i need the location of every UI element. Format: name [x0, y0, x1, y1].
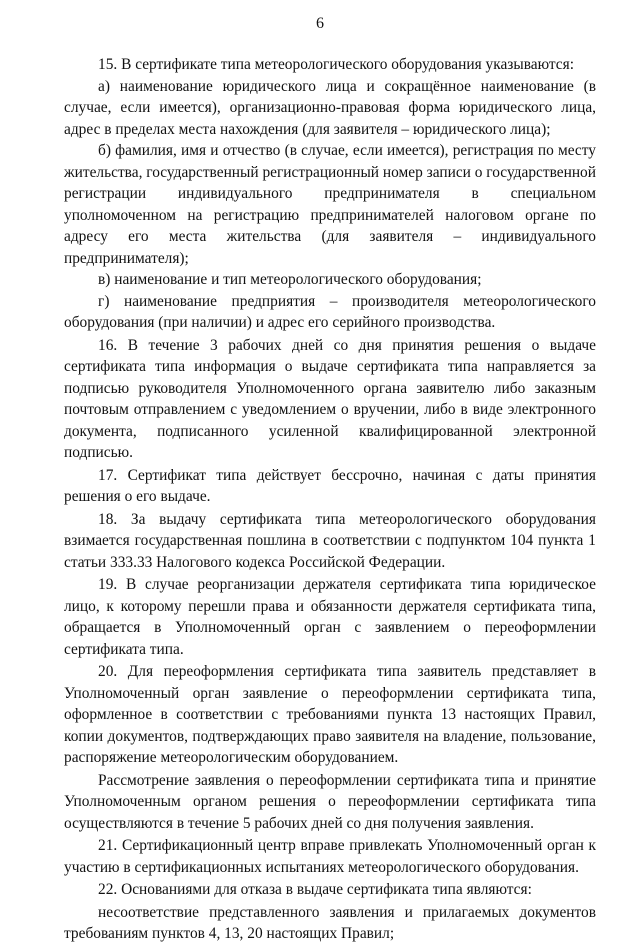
paragraph-22-item: несоответствие представленного заявления и прилагаемых документов требованиям пунктов 4, 13, 20 настоящих Правил; [64, 903, 596, 942]
paragraph-15a: а) наименование юридического лица и сокращённое наименование (в случае, если имеется), организационно-правовая форма юридического лица, адрес в пределах места нахождения (для заявителя – юридического лица); [64, 77, 596, 138]
paragraph-21: 21. Сертификационный центр вправе привлекать Уполномоченный орган к участию в сертификационных испытаниях метеорологического оборудования. [64, 837, 596, 876]
paragraph-15g: г) наименование предприятия – производителя метеорологического оборудования (при наличии) и адрес его серийного производства. [64, 292, 596, 331]
paragraph-19: 19. В случае реорганизации держателя сертификата типа юридическое лицо, к которому перешли права и обязанности держателя сертификата типа, обращается в Уполномоченный орган с заявлением о переоформлении сертификата типа. [64, 576, 596, 658]
paragraph-22: 22. Основаниями для отказа в выдаче сертификата типа являются: [98, 881, 532, 898]
page-number: 6 [316, 15, 324, 32]
paragraph-15v: в) наименование и тип метеорологического оборудования; [98, 271, 482, 288]
document-body [64, 54, 596, 945]
paragraph-15b: б) фамилия, имя и отчество (в случае, если имеется), регистрация по месту жительства, государственный регистрационный номер записи о государственной регистрации индивидуального предпринимателя в специальном уполномоченном на регистрацию предпринимателей налоговом органе по адресу его места жительства (для заявителя – индивидуального предпринимателя); [64, 142, 596, 267]
paragraph-17: 17. Сертификат типа действует бессрочно, начиная с даты принятия решения о его выдаче. [64, 466, 596, 505]
paragraph-15: 15. В сертификате типа метеорологического оборудования указываются: [98, 56, 574, 73]
paragraph-16: 16. В течение 3 рабочих дней со дня принятия решения о выдаче сертификата типа информация о выдаче сертификата типа направляется за подписью руководителя Уполномоченного органа заявителю либо заказным почтовым отправлением с уведомлением о вручении, либо в виде электронного документа, подписанного усиленной квалифицированной электронной подписью. [64, 336, 596, 461]
paragraph-20-continued: Рассмотрение заявления о переоформлении сертификата типа и принятие Уполномоченным органом решения о переоформлении сертификата типа осуществляются в течение 5 рабочих дней со дня получения заявления. [64, 771, 596, 832]
paragraph-20: 20. Для переоформления сертификата типа заявитель представляет в Уполномоченный орган заявление о переоформлении сертификата типа, оформленное в соответствии с требованиями пункта 13 настоящих Правил, копии документов, подтверждающих право заявителя на владение, пользование, распоряжение метеорологическим оборудованием. [64, 663, 596, 766]
paragraph-18: 18. За выдачу сертификата типа метеорологического оборудования взимается государственная пошлина в соответствии с подпунктом 104 пункта 1 статьи 333.33 Налогового кодекса Российской Федерации. [64, 510, 596, 571]
